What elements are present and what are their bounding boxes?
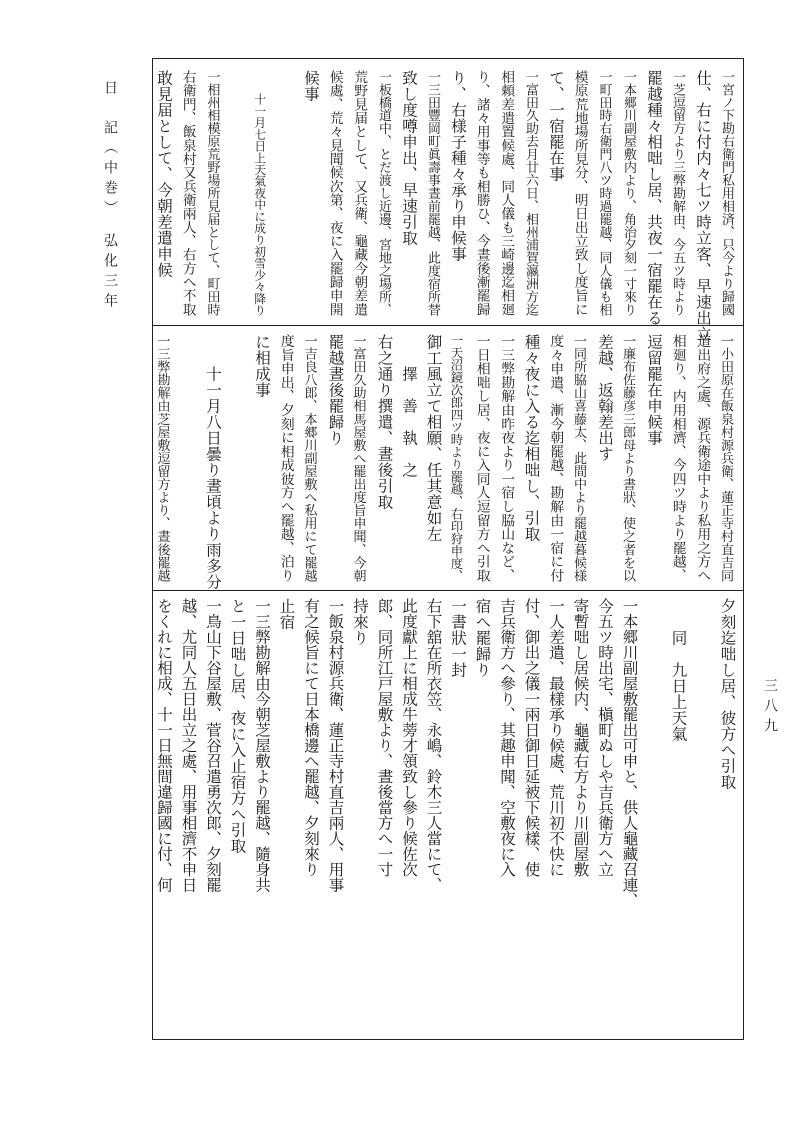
text-column: 一三弊勘解由今朝芝屋敷より罷越、隨身共 xyxy=(253,598,271,893)
text-column: をくれに相成、十一日無間違歸國に付、何 xyxy=(155,598,173,893)
text-column: 相頼差遣置候處、同人儀も三崎邊迄相廻 xyxy=(498,70,515,317)
text-column: 度旨申出、夕刻に相成彼方へ罷越、泊り xyxy=(277,334,294,583)
text-column: 持來り xyxy=(351,598,369,646)
text-column: 一三田豐岡町眞壽事晝前罷越、此度宿所替 xyxy=(424,70,440,317)
text-column: 一書狀一封 xyxy=(449,598,467,678)
text-column: 一吉良八郎、本郷川副屋敷へ私用にて罷越 xyxy=(301,334,317,582)
text-column: 同 九日上天氣 xyxy=(669,598,688,742)
text-column: 此度獻上に相成牛蒡才領致し參り候佐次 xyxy=(400,598,418,877)
text-column: 一芝逗留方より三弊勘解由、今五ツ時より xyxy=(669,70,685,317)
text-column: 右衛門、飯泉村又兵衛兩人、右方へ不取 xyxy=(179,70,196,317)
text-column: 一鳥山下谷屋敷、菅谷召遣勇次郎、夕刻罷 xyxy=(204,598,222,893)
text-column: 一三弊勘解由芝屋敷逗留方より、晝後罷越 xyxy=(154,334,170,582)
text-column: 郎、同所江戸屋敷より、晝後當方へ一寸 xyxy=(375,598,394,877)
text-column: 荒野見届として、又兵衛、龜藏今朝差遣 xyxy=(351,70,368,317)
text-column: り、右様子種々承り申候事 xyxy=(449,70,467,262)
text-column: 一本郷川副屋敷内より、角治夕刻一寸來り xyxy=(620,70,636,317)
text-column: 差越、返翰差出す xyxy=(596,334,614,462)
text-column: 今五ツ時出宅、槇町ぬしや吉兵衛方へ立 xyxy=(596,598,614,877)
text-column: 逗留罷在申候事 xyxy=(645,334,663,446)
text-column: 一宮ノ下勘右衛門私用相済、只今より歸國 xyxy=(718,70,734,317)
text-column: 種々夜に入る迄相咄し、引取 xyxy=(522,334,541,542)
text-column: 仕、右に付内々七ツ時立客、早速出立 xyxy=(694,70,712,342)
text-column: 一相州相模原荒野場所見届として、町田時 xyxy=(204,70,220,317)
text-column: と一日咄し居、夜に入止宿方へ引取 xyxy=(228,598,247,854)
text-column: 右之通り撰遣、晝後引取 xyxy=(375,334,394,510)
text-column: 一富田久助去月廿六日、相州浦賀瀛洲方迄 xyxy=(522,70,538,317)
text-column: 有之候旨にて日本橋邊へ罷越、夕刻來り xyxy=(302,598,320,877)
text-column: 模原荒地場所見分、明日出立致し度旨に xyxy=(571,70,588,317)
text-column: 一小田原在飯泉村源兵衛、蓮正寺村直吉同 xyxy=(718,334,734,582)
running-header: 日 記（中巻） 弘化三年 xyxy=(102,80,118,313)
text-column: 候處、荒々見聞候次第、夜に入罷歸申開 xyxy=(326,70,343,317)
text-column: に相成事 xyxy=(253,334,271,398)
text-column: り、諸々用事等も相勝ひ、今晝後漸罷歸 xyxy=(473,70,490,317)
text-column: 付、御出之儀一兩日御日延被下候樣、使 xyxy=(522,598,541,877)
text-column: 一廉布佐藤彦三郎母より書狀、使之者を以 xyxy=(620,334,636,582)
text-column: 止宿 xyxy=(277,598,296,630)
text-column: 夕刻迄咄し居、彼方へ引取 xyxy=(718,598,737,790)
text-column: 敢見届として、今朝差遣申候 xyxy=(155,70,173,278)
text-column: 十一月七日上天氣夜中に成り初雪少々降り xyxy=(253,70,268,316)
text-column: 道出府之處、源兵衛途中より私用之方へ xyxy=(694,334,711,583)
text-column: 一飯泉村源兵衛、蓮正寺村直吉兩人、用事 xyxy=(326,598,345,893)
text-column: 一本郷川副屋敷罷出可申と、供人龜藏召連、 xyxy=(620,598,639,908)
text-column: て、一宿罷在事 xyxy=(547,70,565,182)
text-column: 一日相咄し居、夜に入同人逗留方へ引取 xyxy=(473,334,490,583)
text-column: 吉兵衛方へ參り、其趣申聞、空敷夜に入 xyxy=(498,598,516,877)
text-column: 宿へ罷歸り xyxy=(473,598,492,678)
text-column: 一町田時右衛門八ツ時過罷越、同人儀も相 xyxy=(596,70,612,317)
text-column: 十一月八日曇り晝頃より雨多分 xyxy=(204,334,222,590)
text-column: 右下舘在所衣笠、永嶋、鈴木三人當にて、 xyxy=(424,598,443,893)
text-column: 一板橋道中、とだ渡し近邊、宮地之場所、 xyxy=(375,70,391,317)
text-column: 一同所脇山喜藤太、此間中より罷越暮候様 xyxy=(571,334,587,582)
text-column: 一富田久助相馬屋敷へ罷出度旨申聞、今朝 xyxy=(350,334,366,582)
page-number: 三八九 xyxy=(762,678,778,738)
text-column: 相廻り、内用相濟、今四ツ時より罷越、 xyxy=(669,334,686,583)
section-divider-2 xyxy=(152,590,744,591)
text-column: 擇 善 執 之 xyxy=(400,334,418,478)
text-column: 一人差遣、最樣承り候處、荒川初不快に xyxy=(547,598,565,877)
text-column: 度々申遣、漸今朝罷越、勘解由一宿に付 xyxy=(547,334,564,583)
text-column: 越、尤同人五日出立之處、用事相濟不申日 xyxy=(179,598,198,893)
text-column: 罷越種々相咄し居、共夜一宿罷在る xyxy=(645,70,663,326)
text-column: 寄暫咄し居候内、龜藏右方より川副屋敷 xyxy=(571,598,590,877)
text-column: 罷越晝後罷歸り xyxy=(326,334,345,446)
text-column: 御工風立て相願、任其意如左 xyxy=(424,334,443,542)
text-column: 致し度噂申出、早速引取 xyxy=(400,70,418,246)
text-column: 一天沼鏡次郎四ツ時より罷越、右印狩申度、 xyxy=(448,334,464,582)
text-column: 候事 xyxy=(302,70,320,102)
text-column: 一三弊勘解由昨夜より一宿し脇山など、 xyxy=(498,334,515,583)
